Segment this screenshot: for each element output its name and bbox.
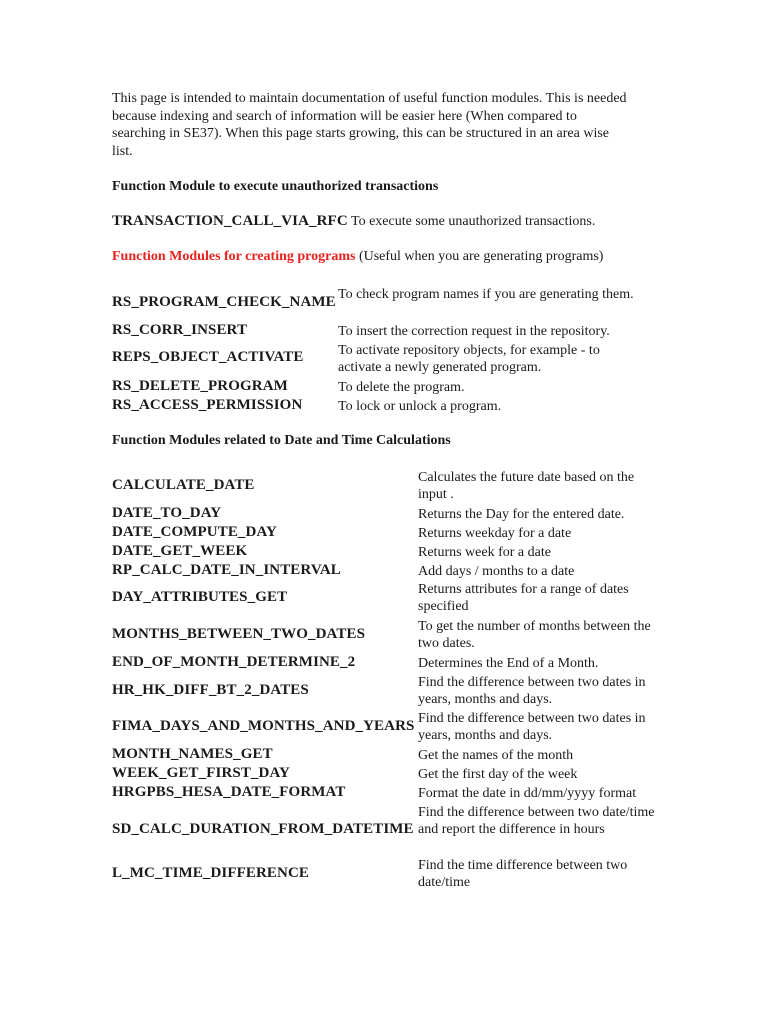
fm-desc: To get the number of months between the two dates. — [418, 619, 651, 651]
fm-name: HR_HK_DIFF_BT_2_DATES — [112, 682, 309, 698]
fm-desc: To insert the correction request in the repository. — [338, 324, 610, 339]
fm-name: DATE_COMPUTE_DAY — [112, 524, 277, 540]
fm-desc: To delete the program. — [338, 380, 465, 395]
fm-name: RS_CORR_INSERT — [112, 322, 248, 338]
fm-name: L_MC_TIME_DIFFERENCE — [112, 865, 310, 881]
fm-name: END_OF_MONTH_DETERMINE_2 — [112, 654, 356, 670]
fm-desc: Add days / months to a date — [418, 564, 575, 579]
fm-name: RS_ACCESS_PERMISSION — [112, 397, 303, 413]
fm-desc: Determines the End of a Month. — [418, 656, 599, 671]
unauthorized-transaction-line — [112, 213, 595, 230]
fm-desc: Returns weekday for a date — [418, 526, 572, 541]
fm-name: SD_CALC_DURATION_FROM_DATETIME — [112, 821, 414, 837]
fm-name: DATE_GET_WEEK — [112, 543, 248, 559]
fm-name: RS_PROGRAM_CHECK_NAME — [112, 294, 336, 310]
heading-date-time: Function Modules related to Date and Time Calculations — [112, 433, 451, 448]
fm-desc: To activate repository objects, for example - to activate a newly generated program. — [338, 343, 600, 375]
fm-name: DAY_ATTRIBUTES_GET — [112, 589, 288, 605]
intro-paragraph: This page is intended to maintain documentation of useful function modules. This is needed because indexing and search of information will be easier here (When compared to searching in SE37). When this page starts growing, this can be structured in an area wise list. — [112, 91, 627, 159]
fm-name: FIMA_DAYS_AND_MONTHS_AND_YEARS — [112, 718, 415, 734]
fm-desc: Find the difference between two dates in years, months and days. — [418, 675, 646, 707]
fm-desc: Get the first day of the week — [418, 767, 578, 782]
document-page — [112, 90, 657, 890]
fm-name-transaction-call-via-rfc: TRANSACTION_CALL_VIA_RFC — [112, 213, 348, 229]
fm-name: DATE_TO_DAY — [112, 505, 222, 521]
fm-name: WEEK_GET_FIRST_DAY — [112, 765, 290, 781]
heading-creating-programs-note: (Useful when you are generating programs) — [358, 249, 604, 264]
fm-desc: Format the date in dd/mm/yyyy format — [418, 786, 637, 801]
fm-desc: To lock or unlock a program. — [338, 399, 502, 414]
fm-name: MONTH_NAMES_GET — [112, 746, 273, 762]
heading-unauthorized-transactions: Function Module to execute unauthorized transactions — [112, 179, 439, 194]
fm-name: CALCULATE_DATE — [112, 477, 255, 493]
fm-desc: To check program names if you are generating them. — [338, 287, 634, 302]
fm-desc: Get the names of the month — [418, 748, 574, 763]
fm-name: REPS_OBJECT_ACTIVATE — [112, 349, 304, 365]
fm-desc: Returns attributes for a range of dates specified — [418, 582, 629, 614]
fm-name: RS_DELETE_PROGRAM — [112, 378, 288, 394]
fm-desc-transaction-call-via-rfc: To execute some unauthorized transactions. — [351, 214, 596, 229]
fm-desc: Find the time difference between two date/time — [418, 858, 628, 890]
heading-creating-programs — [112, 249, 603, 265]
fm-desc: Returns week for a date — [418, 545, 551, 560]
fm-name: HRGPBS_HESA_DATE_FORMAT — [112, 784, 346, 800]
fm-desc: Find the difference between two date/time and report the difference in hours — [418, 805, 655, 837]
heading-creating-programs-title: Function Modules for creating programs — [112, 249, 356, 264]
fm-desc: Find the difference between two dates in years, months and days. — [418, 711, 646, 743]
fm-desc: Calculates the future date based on the input . — [418, 470, 635, 502]
fm-desc: Returns the Day for the entered date. — [418, 507, 625, 522]
fm-name: MONTHS_BETWEEN_TWO_DATES — [112, 626, 366, 642]
fm-name: RP_CALC_DATE_IN_INTERVAL — [112, 562, 341, 578]
